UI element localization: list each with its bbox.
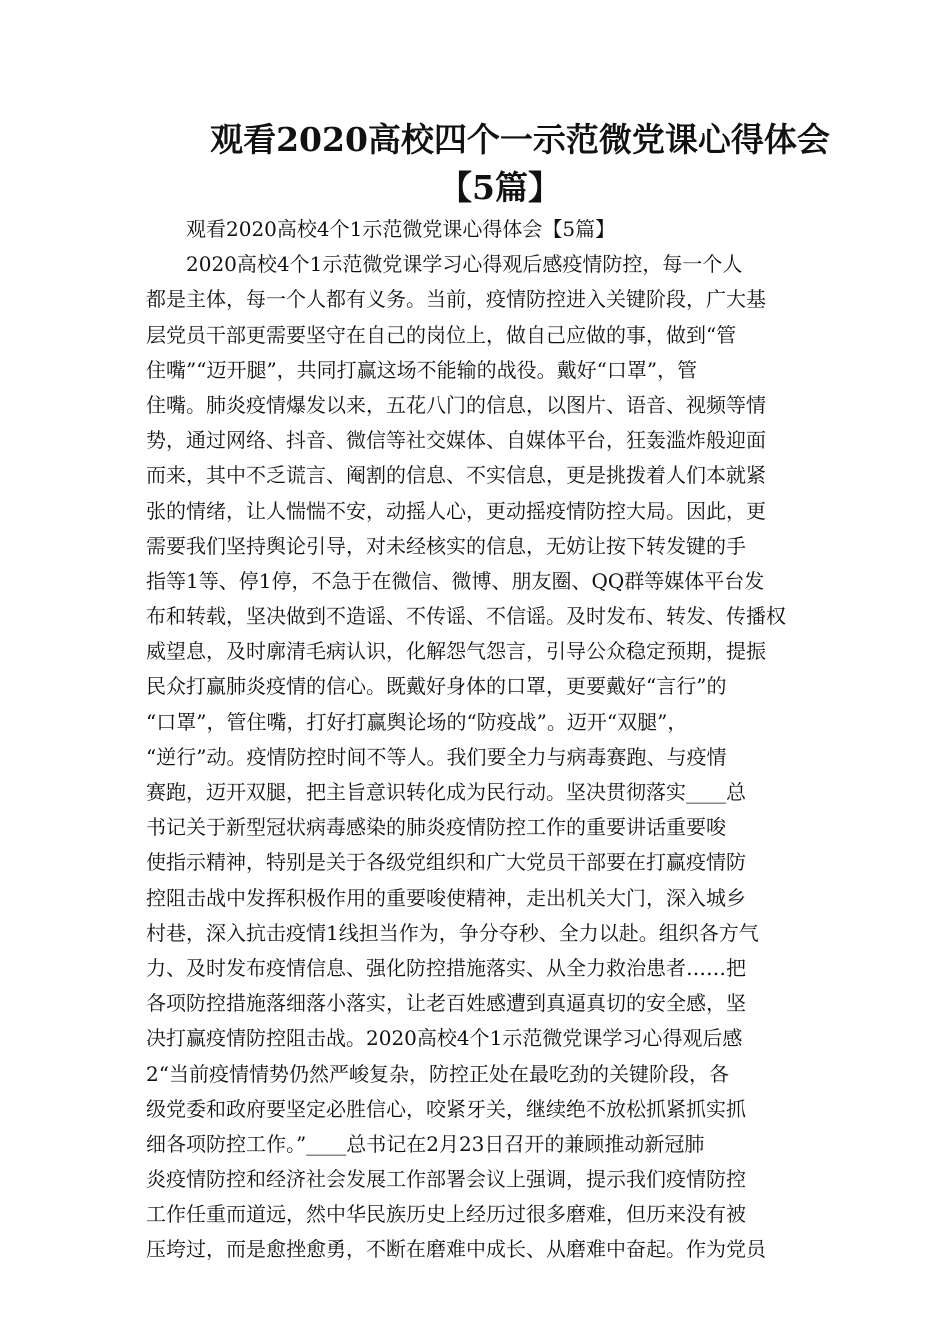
body-line: 势，通过网络、抖音、微信等社交媒体、自媒体平台，狂轰滥炸般迎面 — [146, 428, 766, 453]
body-line: 民众打赢肺炎疫情的信心。既戴好身体的口罩，更要戴好“言行”的 — [146, 674, 727, 699]
body-line: 2020高校4个1示范微党课学习心得观后感疫情防控，每一个人 — [186, 252, 743, 277]
body-line: 赛跑，迈开双腿，把主旨意识转化成为民行动。坚决贯彻落实____总 — [146, 780, 746, 804]
body-line: “口罩”，管住嘴，打好打赢舆论场的“防疫战”。迈开“双腿”， — [146, 709, 688, 734]
body-line: 层党员干部更需要坚守在自己的岗位上，做自己应做的事，做到“管 — [146, 322, 737, 347]
body-line: 细各项防控工作。”____总书记在2月23日召开的兼顾推动新冠肺 — [146, 1131, 705, 1156]
document-title-line-1: 观看2020高校四个一示范微党课心得体会 — [210, 120, 830, 159]
body-line: 需要我们坚持舆论引导，对未经核实的信息，无妨让按下转发键的手 — [146, 533, 746, 558]
body-line: 炎疫情防控和经济社会发展工作部署会议上强调，提示我们疫情防控 — [146, 1167, 746, 1192]
body-line: 都是主体，每一个人都有义务。当前，疫情防控进入关键阶段，广大基 — [146, 287, 766, 312]
body-line: “逆行”动。疫情防控时间不等人。我们要全力与病毒赛跑、与疫情 — [146, 744, 727, 769]
body-line: 使指示精神，特别是关于各级党组织和广大党员干部要在打赢疫情防 — [146, 850, 746, 875]
body-line: 控阻击战中发挥积极作用的重要唆使精神，走出机关大门，深入城乡 — [146, 885, 746, 910]
body-line: 2“当前疫情情势仍然严峻复杂，防控正处在最吃劲的关键阶段，各 — [146, 1061, 729, 1086]
body-line: 工作任重而道远，然中华民族历史上经历过很多磨难，但历来没有被 — [146, 1202, 746, 1227]
body-line: 压垮过，而是愈挫愈勇，不断在磨难中成长、从磨难中奋起。作为党员 — [146, 1237, 766, 1262]
body-line: 各项防控措施落细落小落实，让老百姓感遭到真逼真切的安全感，坚 — [146, 991, 746, 1016]
body-line: 级党委和政府要坚定必胜信心，咬紧牙关，继续绝不放松抓紧抓实抓 — [146, 1096, 746, 1121]
body-line: 力、及时发布疫情信息、强化防控措施落实、从全力救治患者……把 — [146, 955, 746, 980]
body-line: 而来，其中不乏谎言、阉割的信息、不实信息，更是挑拨着人们本就紧 — [146, 463, 766, 488]
document-body — [146, 212, 816, 1268]
body-line: 决打赢疫情防控阻击战。2020高校4个1示范微党课学习心得观后感 — [146, 1026, 743, 1051]
body-line: 住嘴”“迈开腿”，共同打赢这场不能输的战役。戴好“口罩”，管 — [146, 357, 698, 382]
body-line: 书记关于新型冠状病毒感染的肺炎疫情防控工作的重要讲话重要唆 — [146, 815, 726, 840]
body-line: 观看2020高校4个1示范微党课心得体会【5篇】 — [186, 217, 616, 241]
body-line: 住嘴。肺炎疫情爆发以来，五花八门的信息，以图片、语音、视频等情 — [146, 392, 766, 417]
body-line: 布和转载，坚决做到不造谣、不传谣、不信谣。及时发布、转发、传播权 — [146, 604, 786, 629]
body-line: 张的情绪，让人惴惴不安，动摇人心，更动摇疫情防控大局。因此，更 — [146, 498, 766, 523]
body-line: 村巷，深入抗击疫情1线担当作为，争分夺秒、全力以赴。组织各方气 — [146, 920, 759, 945]
body-line: 威望息，及时廓清毛病认识，化解怨气怨言，引导公众稳定预期，提振 — [146, 639, 766, 664]
document-title-line-2: 【5篇】 — [439, 168, 561, 207]
body-line: 指等1等、停1停，不急于在微信、微博、朋友圈、QQ群等媒体平台发 — [146, 568, 765, 593]
